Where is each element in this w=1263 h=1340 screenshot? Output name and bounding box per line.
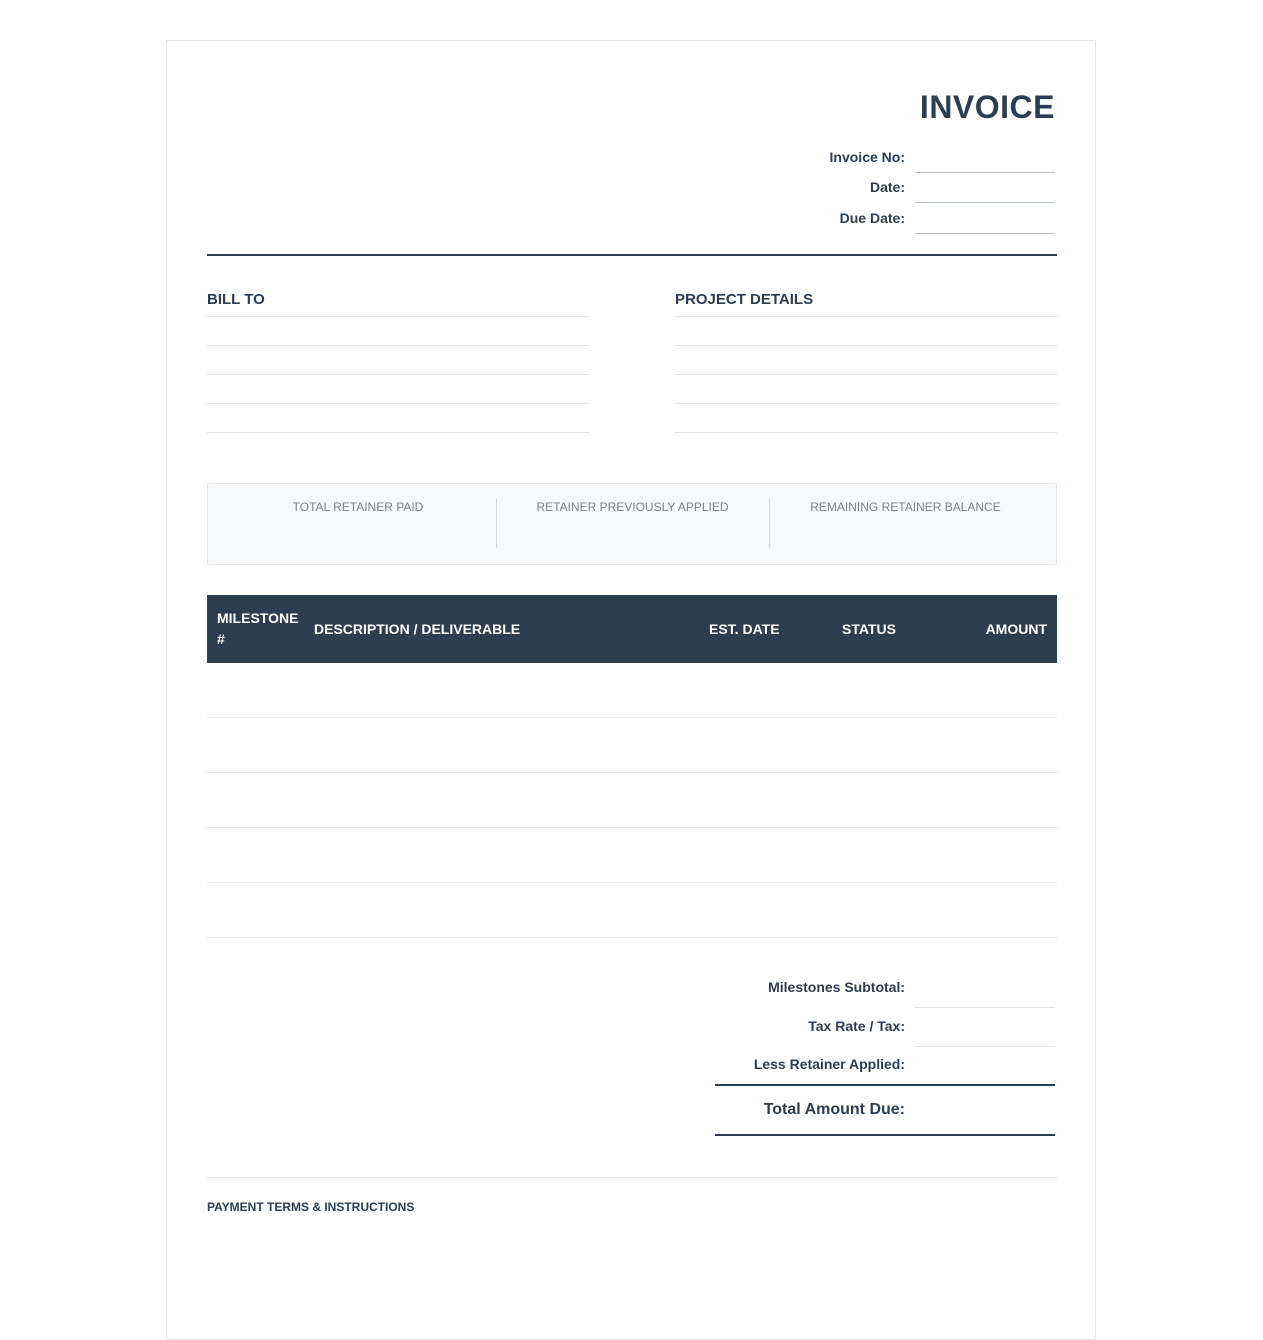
table-row[interactable] [207,773,1057,828]
due-date-label: Due Date: [839,210,905,226]
retainer-applied-label: Less Retainer Applied: [753,1056,905,1072]
date-row [795,173,1055,203]
date-field[interactable] [915,172,1055,203]
footer-divider [207,1177,1057,1178]
total-due-label: Total Amount Due: [763,1101,905,1118]
total-due-row [715,1084,1055,1136]
header-milestone-line1: MILESTONE [217,610,299,626]
remaining-retainer-balance [769,500,1042,548]
due-date-row [795,204,1055,234]
payment-terms-title: PAYMENT TERMS & INSTRUCTIONS [207,1200,415,1214]
invoice-number-row [795,143,1055,173]
total-retainer-paid-label: TOTAL RETAINER PAID [292,500,424,514]
tax-row [715,1008,1055,1046]
bill-to-section [207,289,589,433]
retainer-previously-applied-label: RETAINER PREVIOUSLY APPLIED [536,500,729,514]
header-status: STATUS [842,620,896,637]
table-row[interactable] [207,718,1057,773]
subtotal-label: Milestones Subtotal: [768,979,905,995]
bill-to-line[interactable] [207,317,589,346]
subtotal-row [715,969,1055,1007]
bill-to-line[interactable] [207,404,589,433]
bill-to-line[interactable] [207,375,589,404]
tax-field[interactable] [915,1008,1055,1047]
header-divider [207,254,1057,256]
bill-to-title: BILL TO [207,289,589,317]
header-amount: AMOUNT [985,620,1047,637]
subtotal-field[interactable] [915,969,1055,1008]
retainer-summary-box [207,483,1057,565]
total-retainer-paid [208,500,508,548]
project-details-line[interactable] [675,404,1057,433]
retainer-applied-field[interactable] [915,1046,1055,1084]
header-milestone-line2: # [217,631,225,647]
header-description: DESCRIPTION / DELIVERABLE [314,620,521,637]
total-due-field[interactable] [915,1086,1055,1134]
remaining-retainer-balance-label: REMAINING RETAINER BALANCE [810,500,1001,514]
date-label: Date: [869,179,905,195]
table-row[interactable] [207,663,1057,718]
tax-label: Tax Rate / Tax: [808,1018,905,1034]
payment-terms-body[interactable] [207,1223,1057,1293]
milestone-table-header [207,595,1057,663]
header-milestone [217,595,307,663]
project-details-title: PROJECT DETAILS [675,289,1057,317]
project-details-line[interactable] [675,375,1057,404]
table-row[interactable] [207,828,1057,883]
retainer-previously-applied [496,500,769,548]
table-row[interactable] [207,883,1057,938]
header-est-date: EST. DATE [709,620,780,637]
project-details-line[interactable] [675,346,1057,375]
invoice-number-label: Invoice No: [829,149,905,165]
retainer-applied-row [715,1046,1055,1084]
project-details-line[interactable] [675,317,1057,346]
project-details-section [675,289,1057,433]
bill-to-line[interactable] [207,346,589,375]
invoice-page [166,40,1096,1340]
due-date-field[interactable] [915,203,1055,234]
invoice-number-field[interactable] [915,142,1055,173]
invoice-title: INVOICE [919,89,1055,125]
